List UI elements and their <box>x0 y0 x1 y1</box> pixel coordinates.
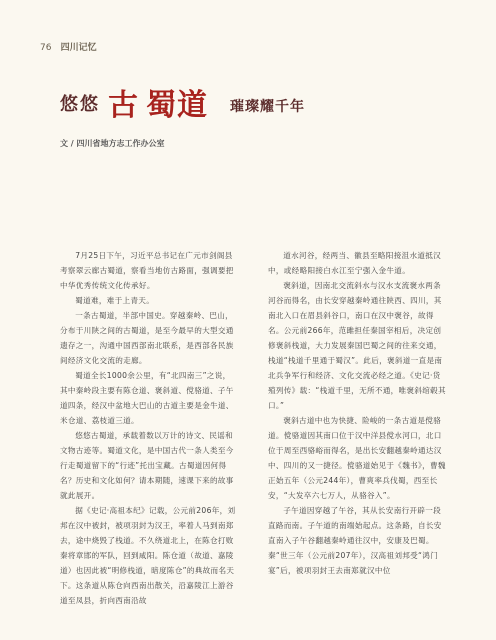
title-part-3: 蜀道 <box>146 88 208 123</box>
paragraph: 道水河谷，经两当、徽县至略阳接沮水道抵汉中，或经略阳接白水江至宁强入金牛道。 <box>268 251 442 275</box>
paragraph: 7月25日下午，习近平总书记在广元市剑阁县考察翠云廊古蜀道，察看当地仿古路面，强调要把中华优秀传统文化传承好。 <box>60 251 234 290</box>
title-part-1: 悠悠 <box>60 94 100 115</box>
title-part-4: 璀璨耀千年 <box>230 99 305 115</box>
page-number: 76 <box>40 43 52 53</box>
paragraph: 蜀道全长1000余公里，有“北四南三”之说，其中秦岭段主要有陈仓道、褒斜道、傥骆道、子午道四条，经汉中盆地大巴山的古道主要是金牛道、米仓道、荔枝道三道。 <box>60 371 234 425</box>
byline: 文 / 四川省地方志工作办公室 <box>60 139 165 148</box>
paragraph: 一条古蜀道，半部中国史。穿越秦岭、巴山，分布于川陕之间的古蜀道，是至今最早的大型交通遗存之一，沟通中国西部南北联系，是西部各民族间经济文化交流的走廊。 <box>60 311 234 365</box>
paragraph: 据《史记·高祖本纪》记载，公元前206年，刘邦在汉中被封，被项羽封为汉王，率着人马到南郑去，途中烧毁了栈道。不久绕道北上，在陈仓打败秦将章邯的军队，回到咸阳。陈仓道（故道、嘉陵道）也因此被“明修栈道，暗度陈仓”的典故而名天下。这条道从陈仓向西南出散关，沿嘉陵江上游谷道至凤县，折向西南沿故 <box>60 506 236 605</box>
paragraph: 蜀道难，难于上青天。 <box>75 296 155 305</box>
right-column <box>268 248 446 578</box>
page-header <box>40 40 97 53</box>
article-title <box>60 80 440 140</box>
title-part-2: 古 <box>108 88 139 123</box>
paragraph: 褒斜古道中也为快捷、险峻的一条古道是傥骆道。傥骆道因其南口位于汉中洋县傥水河口，北口位于周至西骆峪而得名，是出长安翻越秦岭通达汉中、四川的又一捷径。傥骆道始见于《魏书》，曹魏正始五年（公元244年），曹爽率兵伐蜀，西至长安，“大发卒六七万人，从骆谷入”。 <box>268 416 446 500</box>
article-body <box>60 248 446 628</box>
left-column <box>60 248 238 608</box>
paragraph: 悠悠古蜀道，承载着数以万计的诗文、民谣和文物古迹等。蜀道文化，是中国古代一条人类至今行走蜀道留下的“行迹”托出宝藏。古蜀道因何得名？历史和文化如何？请本期随，速课下来的故事就此展开。 <box>60 431 234 500</box>
paragraph: 褒斜道，因南北交流斜水与汉水支流褒水两条河谷而得名，由长安穿越秦岭通往陕西、四川，其南北入口在眉县斜谷口，南口在汉中褒谷，故得名。公元前266年，范雎担任秦国宰相后，决定创修褒斜栈道，大力发展秦国巴蜀之间的往来交通，栈道“栈道千里通于蜀汉”。此后，褒斜道一直是南北兵争军行和经济、文化交流必经之道。《史记·货殖列传》载：“栈道千里，无所不通，唯褒斜绾毂其口。” <box>268 281 446 410</box>
paragraph: 子午道因穿越了午谷，其从长安南行开辟一段直路而南。子午道的南端始起点。这条路，自长安直南入子午谷翻越秦岭通往汉中，安康及巴蜀。秦“世三年（公元前207年），汉高祖刘邦受“鸿门宴”后，被项羽封王去南郑就汉中位 <box>268 506 442 575</box>
section-title: 四川记忆 <box>60 43 97 53</box>
